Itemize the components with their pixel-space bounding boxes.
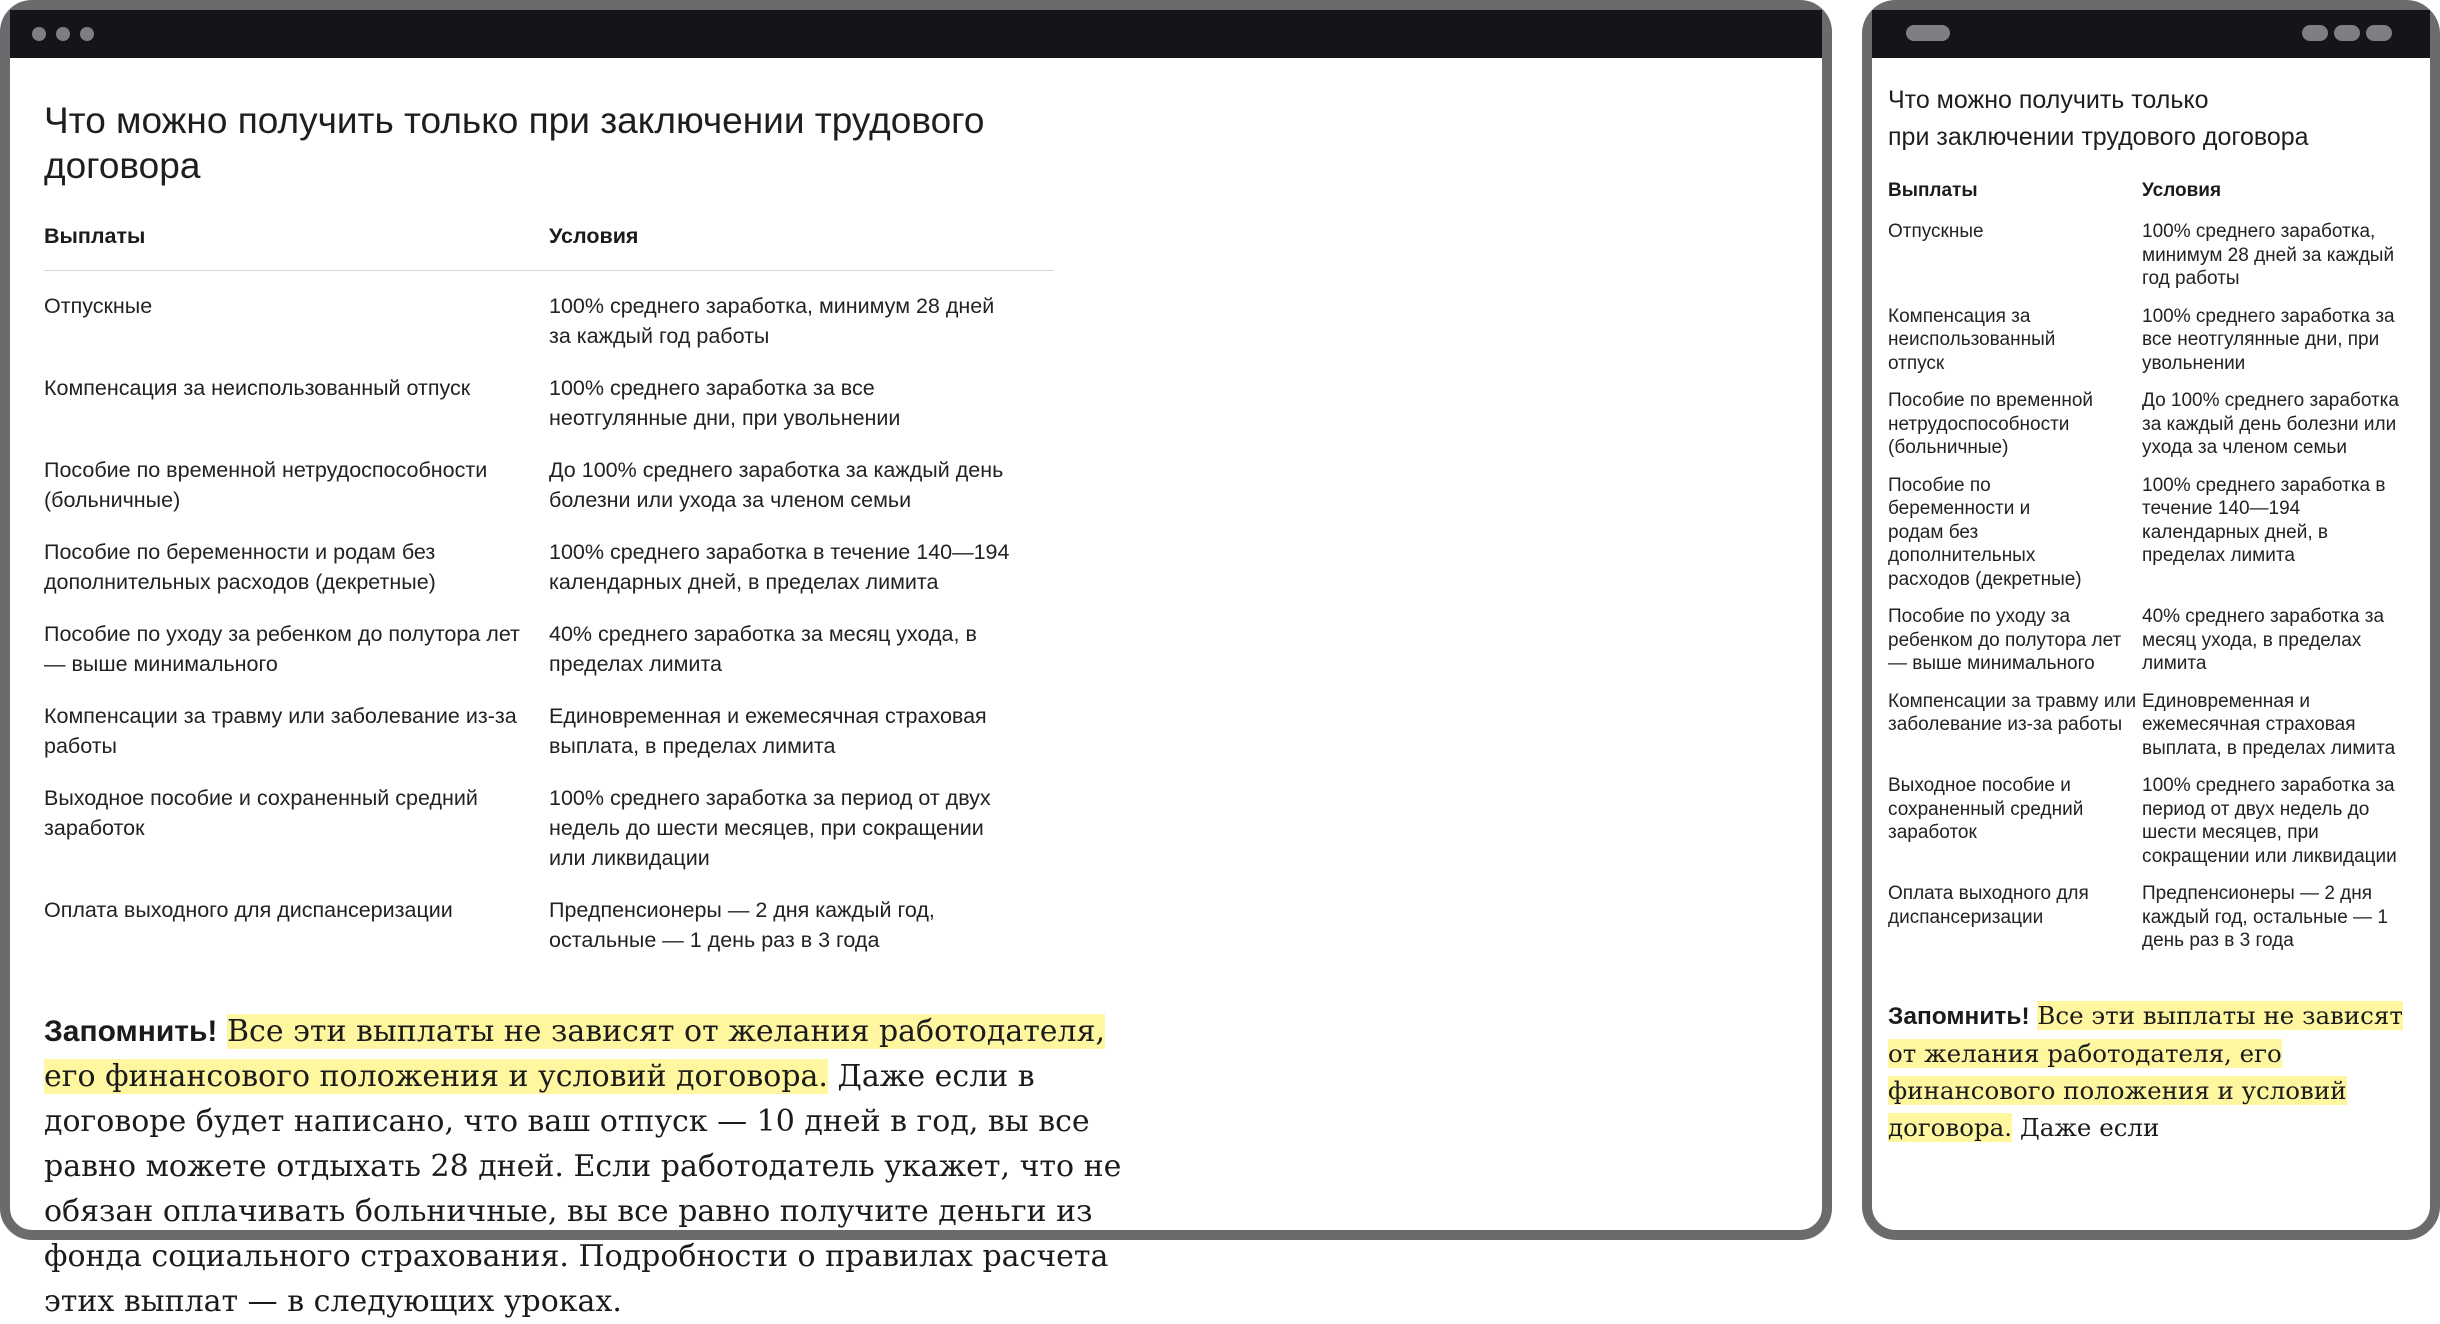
payment-cell: Оплата выходного для диспансеризации xyxy=(1888,883,2089,928)
page-title: Что можно получить только при заключении трудового договора xyxy=(44,100,985,186)
table-row xyxy=(44,599,1054,681)
condition-cell: До 100% среднего заработка за каждый день болезни или ухода за членом семьи xyxy=(549,458,1004,512)
note-paragraph xyxy=(44,1009,1144,1324)
condition-cell: 100% среднего заработка, минимум 28 дней за каждый год работы xyxy=(549,294,995,348)
payment-cell: Пособие по беременности и родам без дополнительных расходов (декретные) xyxy=(1888,474,2082,590)
mobile-page-title xyxy=(1888,82,2408,156)
condition-cell: 100% среднего заработка за все неотгулянные дни, при увольнении xyxy=(2142,305,2395,374)
payment-cell: Компенсация за неиспользованный отпуск xyxy=(44,376,471,400)
payment-cell: Пособие по уходу за ребенком до полутора лет — выше минимального xyxy=(1888,606,2122,674)
window-dot-icon[interactable] xyxy=(32,27,46,41)
mobile-dot-icon[interactable] xyxy=(2366,25,2392,41)
table-row xyxy=(44,517,1054,599)
window-dot-icon[interactable] xyxy=(80,27,94,41)
note-body: Даже если в договоре будет написано, что ваш отпуск — 10 дней в год, вы все равно можете отдыхать 28 дней. Если работодатель укажет, что не обязан оплачивать больничные, вы все равно получите деньги из фонда социального страхования. Подробности о правилах расчета этих выплат — в следующих уроках. xyxy=(44,1059,1122,1319)
table-header-row xyxy=(1888,180,2408,220)
payment-cell: Пособие по беременности и родам без дополнительных расходов (декретные) xyxy=(44,540,436,594)
table-row xyxy=(1888,605,2408,690)
desktop-titlebar xyxy=(10,10,1822,58)
condition-cell: 40% среднего заработка за месяц ухода, в пределах лимита xyxy=(2142,606,2385,674)
payment-cell: Компенсации за травму или заболевание из-за работы xyxy=(1888,690,2137,735)
desktop-content xyxy=(44,58,1822,1319)
table-row xyxy=(1888,690,2408,775)
condition-cell: Единовременная и ежемесячная страховая выплата, в пределах лимита xyxy=(549,704,987,758)
table-header-row xyxy=(44,220,1054,271)
payment-cell: Пособие по уходу за ребенком до полутора лет — выше минимального xyxy=(44,622,520,676)
table-row xyxy=(44,763,1054,875)
condition-cell: До 100% среднего заработка за каждый день болезни или ухода за членом семьи xyxy=(2142,390,2399,458)
table-row xyxy=(1888,305,2408,390)
table-row xyxy=(44,353,1054,435)
condition-cell: 100% среднего заработка в течение 140—194 календарных дней, в пределах лимита xyxy=(2142,474,2386,566)
condition-cell: Предпенсионеры — 2 дня каждый год, остальные — 1 день раз в 3 года xyxy=(549,898,935,952)
table-row xyxy=(44,681,1054,763)
payment-cell: Оплата выходного для диспансеризации xyxy=(44,898,453,922)
condition-cell: Единовременная и ежемесячная страховая выплата, в пределах лимита xyxy=(2142,690,2396,759)
condition-cell: 100% среднего заработка за все неотгулянные дни, при увольнении xyxy=(549,376,901,430)
payment-cell: Отпускные xyxy=(44,294,153,318)
column-header-payments: Выплаты xyxy=(1888,180,1978,201)
note-label: Запомнить! xyxy=(44,1015,218,1048)
mobile-note-paragraph xyxy=(1888,997,2408,1146)
mobile-title-line: при заключении трудового договора xyxy=(1888,123,2309,151)
payment-cell: Пособие по временной нетрудоспособности (больничные) xyxy=(1888,390,2094,458)
condition-cell: 100% среднего заработка за период от двух недель до шести месяцев, при сокращении или ликвидации xyxy=(2142,775,2397,867)
mobile-window xyxy=(1862,0,2440,1240)
table-row xyxy=(44,875,1054,957)
table-row xyxy=(1888,882,2408,967)
note-label: Запомнить! xyxy=(1888,1002,2030,1030)
mobile-dot-icon[interactable] xyxy=(2334,25,2360,41)
payment-cell: Компенсация за неиспользованный отпуск xyxy=(1888,305,2056,374)
mobile-menu-pill-icon[interactable] xyxy=(1906,25,1950,41)
column-header-conditions: Условия xyxy=(549,220,1054,271)
mobile-dot-icon[interactable] xyxy=(2302,25,2328,41)
note-body: Даже если xyxy=(2019,1112,2160,1142)
condition-cell: 100% среднего заработка, минимум 28 дней за каждый год работы xyxy=(2142,221,2395,289)
condition-cell: 100% среднего заработка в течение 140—194 календарных дней, в пределах лимита xyxy=(549,540,1010,594)
mobile-titlebar xyxy=(1872,10,2430,58)
table-row xyxy=(1888,220,2408,305)
column-header-conditions: Условия xyxy=(2142,180,2222,201)
note-highlight: Все эти выплаты не зависят от желания работодателя, его финансового положения и условий договора. xyxy=(44,1014,1106,1094)
column-header-payments: Выплаты xyxy=(44,220,549,271)
condition-cell: Предпенсионеры — 2 дня каждый год, остальные — 1 день раз в 3 года xyxy=(2142,883,2388,951)
payment-cell: Отпускные xyxy=(1888,221,1984,242)
condition-cell: 40% среднего заработка за месяц ухода, в пределах лимита xyxy=(549,622,977,676)
table-row xyxy=(44,271,1054,354)
payment-cell: Выходное пособие и сохраненный средний заработок xyxy=(1888,775,2084,843)
payment-cell: Компенсации за травму или заболевание из-за работы xyxy=(44,704,517,758)
payment-cell: Выходное пособие и сохраненный средний заработок xyxy=(44,786,478,840)
window-dot-icon[interactable] xyxy=(56,27,70,41)
mobile-content xyxy=(1888,58,2430,1230)
mobile-payments-table xyxy=(1888,180,2408,967)
payment-cell: Пособие по временной нетрудоспособности (больничные) xyxy=(44,458,488,512)
table-row xyxy=(1888,774,2408,882)
mobile-title-line: Что можно получить только xyxy=(1888,86,2209,114)
condition-cell: 100% среднего заработка за период от двух недель до шести месяцев, при сокращении или ликвидации xyxy=(549,786,991,870)
note-highlight: Все эти выплаты не зависят от желания работодателя, его финансового положения и условий договора. xyxy=(1888,1000,2403,1142)
table-row xyxy=(1888,474,2408,606)
table-row xyxy=(1888,389,2408,474)
table-row xyxy=(44,435,1054,517)
payments-table xyxy=(44,220,1054,957)
